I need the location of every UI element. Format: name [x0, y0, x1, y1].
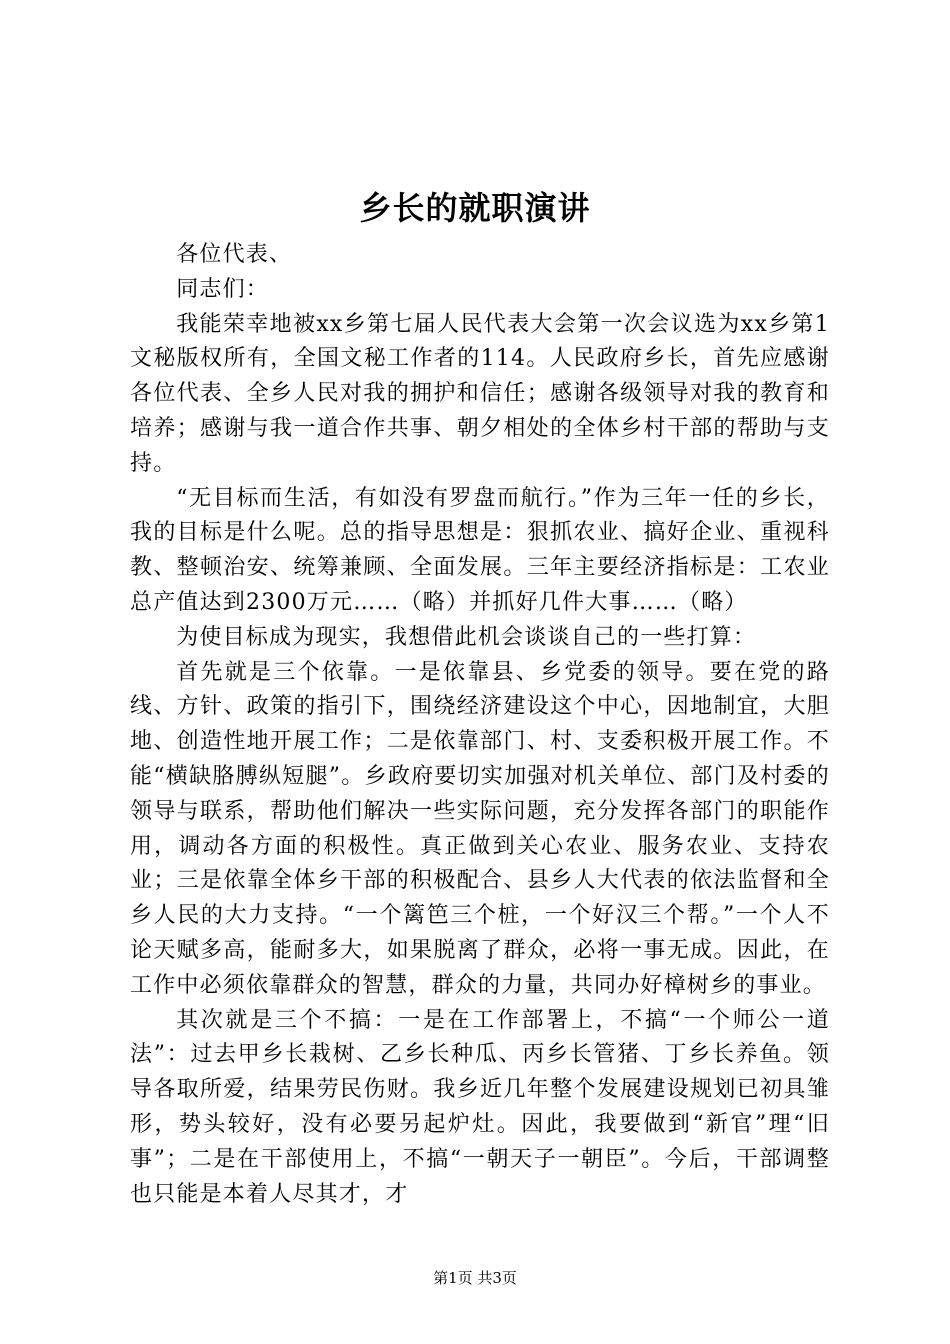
- body-paragraph: “无目标而生活，有如没有罗盘而航行。”作为三年一任的乡长，我的目标是什么呢。总的指导思想是：狠抓农业、搞好企业、重视科教、整顿治安、统筹兼顾、全面发展。三年主要经济指标是：工农业总产值达到2300万元……（略）并抓好几件大事……（略）: [130, 485, 830, 615]
- document-title: 乡长的就职演讲: [359, 189, 591, 227]
- document-body: [130, 238, 830, 1212]
- body-paragraph: 为使目标成为现实，我想借此机会谈谈自己的一些打算：: [176, 624, 757, 650]
- body-paragraph: 我能荣幸地被xx乡第七届人民代表大会第一次会议选为xx乡第1文秘版权所有，全国文秘工作者的114。人民政府乡长，首先应感谢各位代表、全乡人民对我的拥护和信任；感谢各级领导对我的教育和培养；感谢与我一道合作共事、朝夕相处的全体乡村干部的帮助与支持。: [130, 311, 830, 476]
- body-paragraph: 其次就是三个不搞：一是在工作部署上，不搞“一个师公一道法”：过去甲乡长栽树、乙乡长种瓜、丙乡长管猪、丁乡长养鱼。领导各取所爱，结果劳民伤财。我乡近几年整个发展建设规划已初具雏形，势头较好，没有必要另起炉灶。因此，我要做到“新官”理“旧事”；二是在干部使用上，不搞“一朝天子一朝臣”。今后，干部调整也只能是本着人尽其才，才: [130, 1007, 830, 1207]
- body-paragraph: 首先就是三个依靠。一是依靠县、乡党委的领导。要在党的路线、方针、政策的指引下，围绕经济建设这个中心，因地制宜，大胆地、创造性地开展工作；二是依靠部门、村、支委积极开展工作。不能“横缺胳膊纵短腿”。乡政府要切实加强对机关单位、部门及村委的领导与联系，帮助他们解决一些实际问题，充分发挥各部门的职能作用，调动各方面的积极性。真正做到关心农业、服务农业、支持农业；三是依靠全体乡干部的积极配合、县乡人大代表的依法监督和全乡人民的大力支持。“一个篱笆三个桩，一个好汉三个帮。”一个人不论天赋多高，能耐多大，如果脱离了群众，必将一事无成。因此，在工作中必须依靠群众的智慧，群众的力量，共同办好樟树乡的事业。: [130, 659, 830, 998]
- salutation-line: 各位代表、: [176, 242, 293, 267]
- page-number-footer: 第1页 共3页: [433, 1269, 517, 1287]
- salutation-line: 同志们：: [176, 276, 269, 302]
